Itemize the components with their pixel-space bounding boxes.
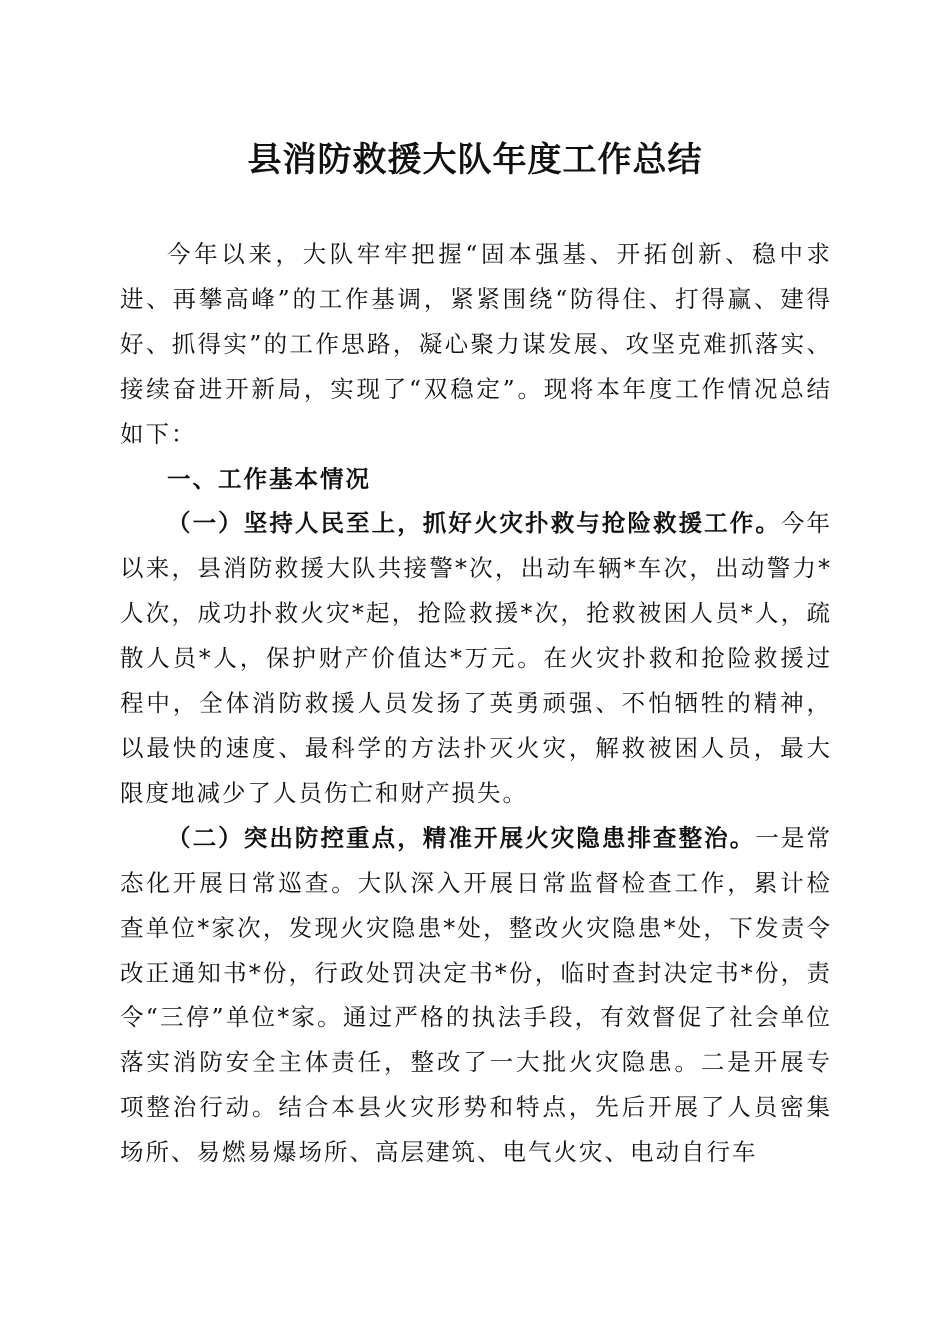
section-heading: 一、工作基本情况 [167,464,371,493]
paragraph-2-text: 一是常态化开展日常巡查。大队深入开展日常监督检查工作，累计检查单位*家次，发现火灾隐患*处，整改火灾隐患*处，下发责令改正通知书*份，行政处罚决定书*份，临时查封决定书*份，责令“三停”单位*家。通过严格的执法手段，有效督促了社会单位落实消防安全主体责任，整改了一大批火灾隐患。二是开展专项整治行动。结合本县火灾形势和特点，先后开展了人员密集场所、易燃易爆场所、高层建筑、电气火灾、电动自行车 [120,823,833,1167]
paragraph-1 [120,501,832,815]
paragraph-2 [120,816,832,1175]
document-title: 县消防救援大队年度工作总结 [247,140,703,180]
paragraph-1-text: 今年以来，县消防救援大队共接警*次，出动车辆*车次，出动警力*人次，成功扑救火灾*起，抢险救援*次，抢救被困人员*人，疏散人员*人，保护财产价值达*万元。在火灾扑救和抢险救援过程中，全体消防救援人员发扬了英勇顽强、不怕牺牲的精神，以最快的速度、最科学的方法扑灭火灾，解救被困人员，最大限度地减少了人员伤亡和财产损失。 [120,509,833,807]
paragraph-1-subhead: （一）坚持人民至上，抓好火灾扑救与抢险救援工作。 [167,509,781,538]
document-body [120,232,832,1175]
intro-paragraph: 今年以来，大队牢牢把握“固本强基、开拓创新、稳中求进、再攀高峰”的工作基调，紧紧围绕“防得住、打得赢、建得好、抓得实”的工作思路，凝心聚力谋发展、攻坚克难抓落实、接续奋进开新局，实现了“双稳定”。现将本年度工作情况总结如下： [120,240,832,448]
paragraph-2-subhead: （二）突出防控重点，精准开展火灾隐患排查整治。 [167,823,756,852]
